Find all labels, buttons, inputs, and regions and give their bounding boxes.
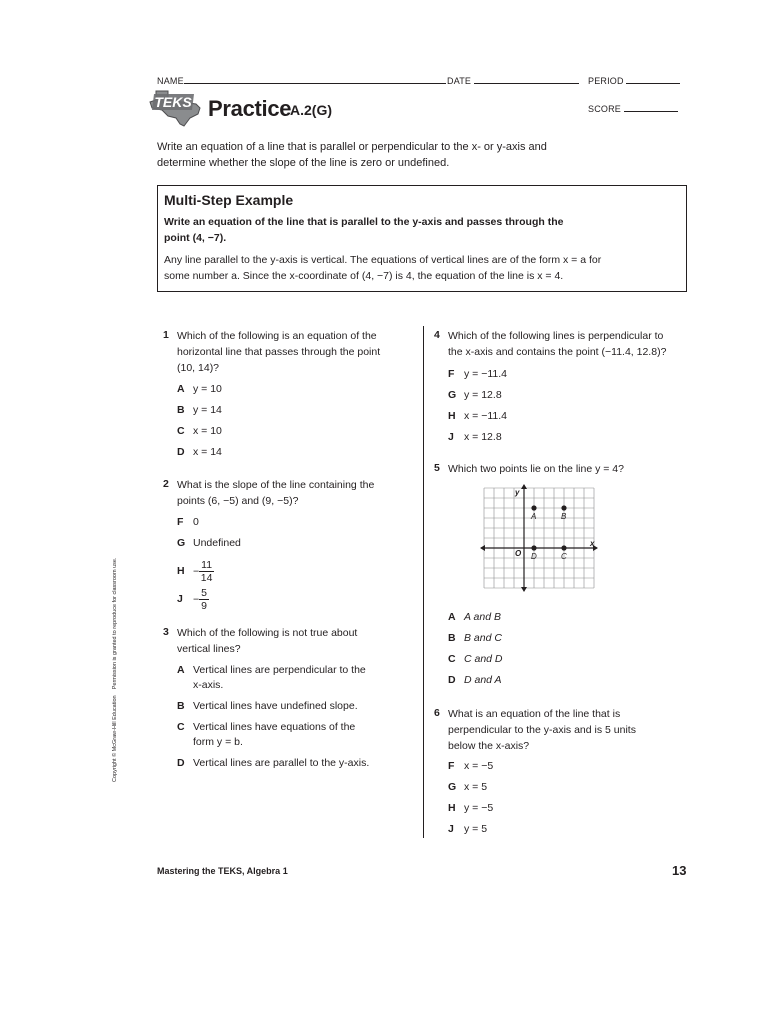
score-label: SCORE [588,104,622,114]
question-text-line: Which two points lie on the line y = 4? [448,463,624,475]
option-letter: F [177,516,184,528]
option-text: Vertical lines have undefined slope. [193,700,358,712]
answer-option[interactable] [448,759,493,773]
point-c [561,545,566,550]
option-sign: − [193,593,200,606]
permission-text: Permission is granted to reproduce for classroom use. [112,557,118,690]
option-letter: D [177,757,185,769]
question-text [177,328,380,376]
question-text-line: below the x-axis? [448,740,530,752]
origin-label: O [515,549,522,558]
point-label-a: A [531,512,537,521]
option-text: y = 14 [193,404,222,416]
option-text: C and D [464,653,503,665]
coordinate-grid [480,484,600,600]
option-text: x = 5 [464,781,488,793]
date-label: DATE [447,76,472,86]
answer-option[interactable] [177,720,355,750]
option-text: Vertical lines are parallel to the y-axis. [193,757,370,769]
question-text-line: (10, 14)? [177,362,220,374]
score-field [588,102,678,114]
answer-option[interactable] [177,663,366,693]
period-field [588,74,680,86]
answer-option[interactable] [177,587,209,612]
option-text: y = 12.8 [464,389,502,401]
question-text-line: What is an equation of the line that is [448,708,621,720]
answer-option[interactable] [448,409,507,423]
option-text: 0 [193,516,199,528]
option-letter: J [448,823,454,835]
option-letter: D [177,446,185,458]
option-fraction [199,587,209,612]
option-text-line2: x-axis. [193,679,224,691]
example-title: Multi-Step Example [164,192,294,208]
option-letter: F [448,368,455,380]
option-text: x = −5 [464,760,494,772]
option-text: x = 10 [193,425,222,437]
answer-option[interactable] [177,403,222,417]
option-text: x = 14 [193,446,222,458]
answer-option[interactable] [177,559,214,584]
period-label: PERIOD [588,76,624,86]
x-axis-arrow-left [480,545,485,551]
option-text: x = −11.4 [464,410,508,422]
logo-text: TEKS [154,94,192,110]
page-number: 13 [672,863,687,878]
example-answer-line2: some number a. Since the x-coordinate of (4, −7) is 4, the equation of the line is x = 4. [164,270,564,282]
question-number: 6 [434,707,440,719]
option-text: Vertical lines are perpendicular to the [193,664,366,676]
answer-option[interactable] [448,780,487,794]
option-text: y = 5 [464,823,488,835]
y-axis-arrow-down [521,587,527,592]
fraction-numerator: 11 [201,559,213,571]
column-divider [423,326,424,838]
option-letter: D [448,674,456,686]
name-blank [184,74,446,84]
point-label-b: B [561,512,567,521]
x-axis-label: x [590,539,595,548]
question-text [448,461,624,477]
option-letter: A [177,664,185,676]
answer-option[interactable] [177,756,369,770]
option-text: Vertical lines have equations of the [193,721,356,733]
date-field [447,74,579,86]
option-letter: J [177,593,183,606]
fraction-denominator: 14 [200,572,213,584]
question-text [177,625,357,657]
period-blank [626,74,680,84]
answer-option[interactable] [448,388,502,402]
name-field [157,74,446,86]
option-letter: B [448,632,456,644]
option-sign: − [193,565,200,578]
answer-option[interactable] [177,699,358,713]
question-text-line: Which of the following is not true about [177,627,358,639]
question-number: 4 [434,329,440,341]
option-letter: H [448,410,456,422]
answer-option[interactable] [448,822,487,836]
question-number: 1 [163,329,169,341]
option-text: y = −5 [464,802,494,814]
option-letter: A [448,611,456,623]
answer-option[interactable] [448,367,507,381]
point-label-d: D [531,552,537,561]
question-text [448,328,666,360]
option-letter: C [177,721,185,733]
option-letter: G [177,537,186,549]
name-label: NAME [157,76,184,86]
question-number: 3 [163,626,169,638]
option-text: B and C [464,632,502,644]
standard-code: A.2(G) [290,102,332,118]
answer-option[interactable] [177,536,241,550]
question-number: 2 [163,478,169,490]
y-axis-arrow-up [521,484,527,489]
answer-option[interactable] [448,631,502,645]
answer-option[interactable] [177,445,222,459]
fraction-denominator: 9 [201,600,207,612]
answer-option[interactable] [448,610,501,624]
question-text-line: Which of the following lines is perpendicular to [448,330,664,342]
answer-option[interactable] [448,652,503,666]
point-label-c: C [561,552,567,561]
score-blank [624,102,678,112]
option-letter: B [177,700,185,712]
question-text-line: Which of the following is an equation of the [177,330,377,342]
option-text: x = 12.8 [464,431,502,443]
option-fraction [199,559,214,584]
option-letter: G [448,781,457,793]
answer-option[interactable] [177,382,222,396]
option-text: Undefined [193,537,241,549]
footer-book-title: Mastering the TEKS, Algebra 1 [157,866,288,876]
copyright-text: Copyright © McGraw-Hill Education [112,695,118,782]
question-text-line: points (6, −5) and (9, −5)? [177,495,299,507]
question-text-line: perpendicular to the y-axis and is 5 units [448,724,636,736]
point-a [531,505,536,510]
example-question-line1: Write an equation of the line that is parallel to the y-axis and passes through the [164,216,564,228]
question-text-line: vertical lines? [177,643,241,655]
point-d [531,545,536,550]
option-text: A and B [464,611,501,623]
option-letter: A [177,383,185,395]
example-answer-line1: Any line parallel to the y-axis is vertical. The equations of vertical lines are of the form x = a for [164,254,602,266]
answer-option[interactable] [448,673,502,687]
option-letter: J [448,431,454,443]
question-text [448,706,636,754]
option-letter: H [448,802,456,814]
answer-option[interactable] [448,430,502,444]
option-letter: B [177,404,185,416]
option-text: y = 10 [193,383,222,395]
answer-option[interactable] [448,801,493,815]
option-letter: C [177,425,185,437]
question-text [177,477,374,509]
answer-option[interactable] [177,515,199,529]
question-text-line: horizontal line that passes through the point [177,346,381,358]
example-box [157,185,687,292]
date-blank [474,74,579,84]
instructions: Write an equation of a line that is parallel or perpendicular to the x- or y-axis and determine whether the slope of the line is zero or undefined. [157,141,547,169]
option-letter: G [448,389,457,401]
option-text-line2: form y = b. [193,736,243,748]
fraction-numerator: 5 [201,587,207,599]
point-b [561,505,566,510]
teks-texas-logo [146,88,204,130]
option-text: y = −11.4 [464,368,508,380]
option-letter: C [448,653,456,665]
example-question-line2: point (4, −7). [164,232,227,244]
copyright-sidebar [112,558,118,782]
answer-option[interactable] [177,424,222,438]
option-letter: F [448,760,455,772]
question-text-line: the x-axis and contains the point (−11.4, 12.8)? [448,346,667,358]
option-text: D and A [464,674,502,686]
question-text-line: What is the slope of the line containing the [177,479,375,491]
question-number: 5 [434,462,440,474]
option-letter: H [177,565,185,578]
y-axis-label: y [515,488,520,497]
page-title: Practice [208,96,292,121]
